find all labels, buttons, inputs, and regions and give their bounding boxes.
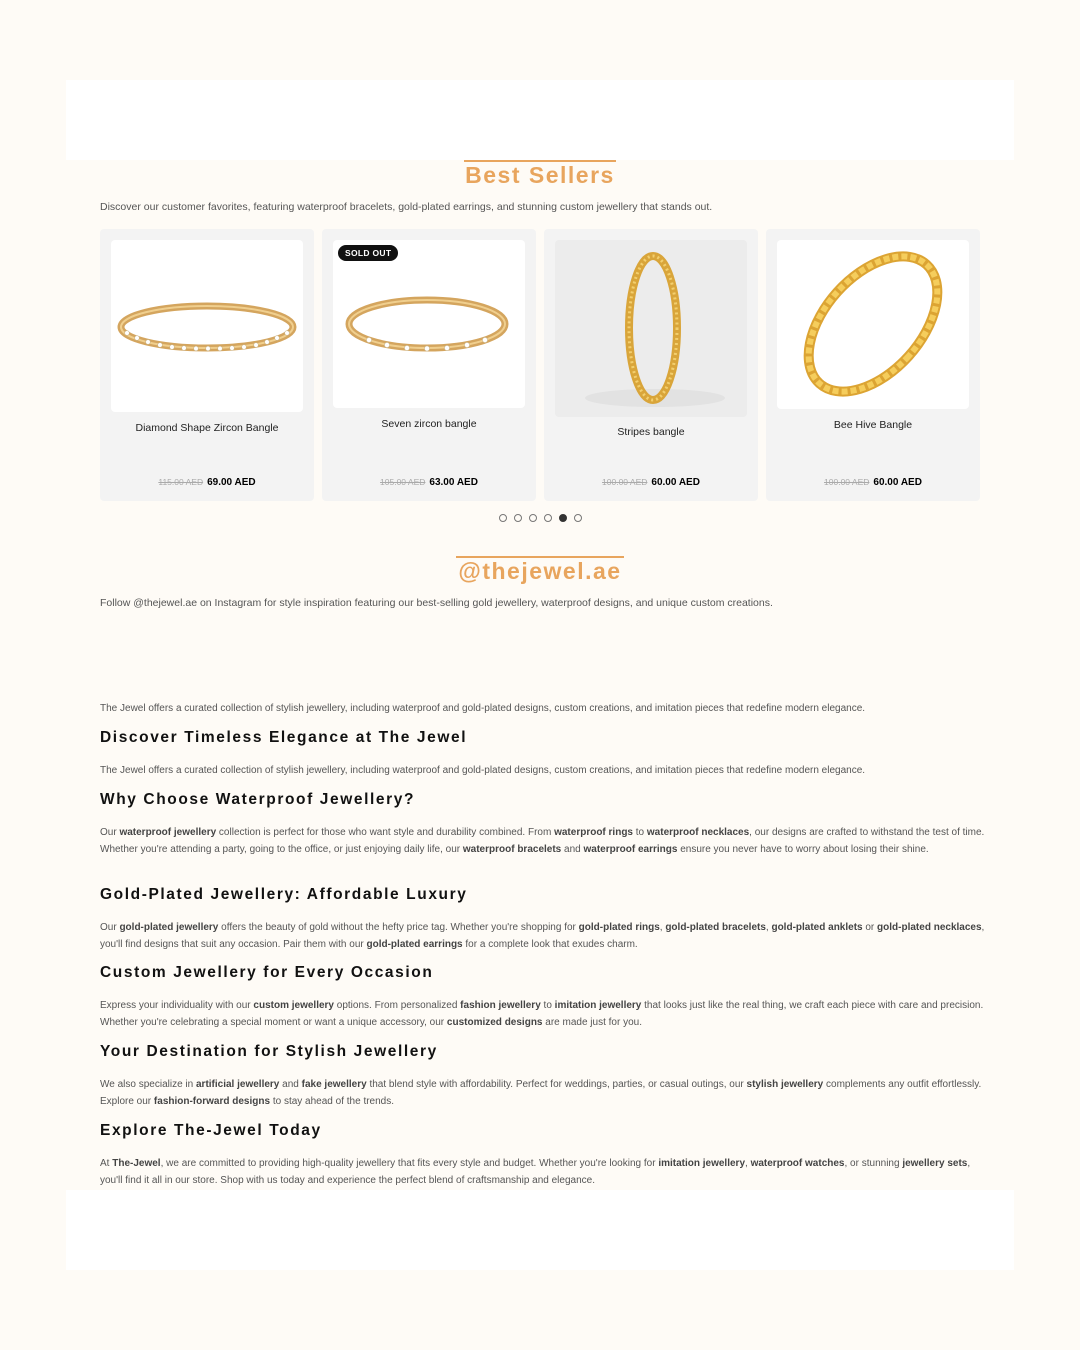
section-paragraph [100, 1076, 985, 1110]
carousel-dot[interactable] [499, 514, 507, 522]
paragraph-text: collection is perfect for those who want style and durability combined. From [216, 827, 555, 838]
keyword-text: waterproof earrings [583, 844, 678, 855]
old-price: 115.00 AED [158, 477, 204, 487]
section-heading: Discover Timeless Elegance at The Jewel [100, 729, 468, 746]
section-heading: Your Destination for Stylish Jewellery [100, 1043, 438, 1060]
section-paragraph [100, 919, 985, 953]
keyword-text: fashion-forward designs [153, 1096, 271, 1107]
sale-price: 69.00 AED [207, 477, 256, 488]
keyword-text: stylish jewellery [746, 1079, 824, 1090]
paragraph-text: options. From personalized [334, 1000, 461, 1011]
paragraph-text: , you'll find designs that suit any occasion. Pair them with our [100, 922, 985, 950]
product-name[interactable]: Stripes bangle [617, 426, 685, 438]
keyword-text: gold-plated rings [578, 922, 660, 933]
bangle-icon [555, 240, 747, 417]
section-paragraph [100, 1155, 985, 1189]
product-price [322, 477, 536, 488]
keyword-text: waterproof bracelets [462, 844, 562, 855]
product-price [766, 477, 980, 488]
paragraph-text: Our [100, 922, 120, 933]
keyword-text: The-Jewel [112, 1158, 161, 1169]
keyword-text: artificial jewellery [195, 1079, 280, 1090]
bangle-icon [333, 240, 525, 408]
carousel-pagination [0, 514, 1080, 522]
section-paragraph [100, 762, 985, 779]
paragraph-text: or [862, 922, 878, 933]
product-image[interactable] [555, 240, 747, 417]
old-price: 100.00 AED [602, 477, 648, 487]
paragraph-text: Our [100, 827, 120, 838]
best-sellers-title: Best Sellers [465, 162, 615, 188]
section-heading: Gold-Plated Jewellery: Affordable Luxury [100, 886, 468, 903]
paragraph-text: , [745, 1158, 751, 1169]
paragraph-text: are made just for you. [542, 1017, 642, 1028]
paragraph-text: The Jewel offers a curated collection of stylish jewellery, including waterproof and gold-plated designs, custom creations, and imitation pieces that redefine modern elegance. [100, 765, 866, 776]
section-heading: Why Choose Waterproof Jewellery? [100, 791, 416, 808]
bangle-icon [777, 240, 969, 409]
paragraph-text: offers the beauty of gold without the hefty price tag. Whether you're shopping for [218, 922, 579, 933]
product-name[interactable]: Diamond Shape Zircon Bangle [135, 422, 279, 434]
product-card[interactable] [544, 229, 758, 501]
paragraph-text: ensure you never have to worry about losing their shine. [677, 844, 929, 855]
product-price [100, 477, 314, 488]
paragraph-text: for a complete look that exudes charm. [462, 939, 638, 950]
paragraph-text: that blend style with affordability. Perfect for weddings, parties, or casual outings, our [366, 1079, 747, 1090]
keyword-text: waterproof rings [554, 827, 633, 838]
product-carousel [100, 229, 981, 501]
keyword-text: jewellery sets [902, 1158, 968, 1169]
product-name[interactable]: Bee Hive Bangle [833, 419, 913, 431]
keyword-text: fashion jewellery [460, 1000, 541, 1011]
keyword-text: gold-plated earrings [366, 939, 463, 950]
sale-price: 63.00 AED [429, 477, 478, 488]
carousel-dot[interactable] [544, 514, 552, 522]
carousel-dot[interactable] [574, 514, 582, 522]
sale-price: 60.00 AED [651, 477, 700, 488]
carousel-dot[interactable] [529, 514, 537, 522]
keyword-text: gold-plated bracelets [665, 922, 766, 933]
old-price: 105.00 AED [380, 477, 426, 487]
keyword-text: custom jewellery [253, 1000, 334, 1011]
paragraph-text: , you'll find it all in our store. Shop with us today and experience the perfect blend of craftsmanship and elegance. [100, 1158, 971, 1186]
paragraph-text: We also specialize in [100, 1079, 196, 1090]
paragraph-text: At [100, 1158, 113, 1169]
paragraph-text: , or stunning [844, 1158, 903, 1169]
best-sellers-subtitle: Discover our customer favorites, featuring waterproof bracelets, gold-plated earrings, and stunning custom jewellery that stands out. [100, 201, 713, 213]
product-image[interactable] [333, 240, 525, 408]
keyword-text: waterproof necklaces [646, 827, 750, 838]
carousel-dot[interactable] [514, 514, 522, 522]
keyword-text: customized designs [446, 1017, 543, 1028]
section-paragraph [100, 997, 985, 1031]
section-paragraph [100, 824, 985, 858]
keyword-text: gold-plated anklets [771, 922, 863, 933]
paragraph-text: and [279, 1079, 302, 1090]
sold-out-badge: SOLD OUT [338, 245, 398, 261]
product-card[interactable] [766, 229, 980, 501]
product-image[interactable] [777, 240, 969, 409]
keyword-text: imitation jewellery [554, 1000, 642, 1011]
paragraph-text: to stay ahead of the trends. [270, 1096, 395, 1107]
paragraph-text: , [765, 922, 772, 933]
keyword-text: imitation jewellery [658, 1158, 746, 1169]
keyword-text: gold-plated jewellery [119, 922, 219, 933]
product-name[interactable]: Seven zircon bangle [381, 418, 477, 430]
paragraph-text: that looks just like the real thing, we craft each piece with care and precision. Whether you're celebrating a special moment or want a unique accessory, our [100, 1000, 984, 1028]
carousel-dot-active[interactable] [559, 514, 567, 522]
sale-price: 60.00 AED [873, 477, 922, 488]
bangle-icon [111, 240, 303, 412]
paragraph-text: to [633, 827, 647, 838]
paragraph-text: , [659, 922, 666, 933]
about-intro: The Jewel offers a curated collection of stylish jewellery, including waterproof and gold-plated designs, custom creations, and imitation pieces that redefine modern elegance. [100, 703, 866, 714]
product-price [544, 477, 758, 488]
keyword-text: gold-plated necklaces [877, 922, 982, 933]
keyword-text: waterproof watches [750, 1158, 845, 1169]
product-card[interactable] [322, 229, 536, 501]
paragraph-text: , we are committed to providing high-quality jewellery that fits every style and budget. Whether you're looking for [160, 1158, 659, 1169]
paragraph-text: , our designs are crafted to withstand the test of time. Whether you're attending a party, going to the office, or just enjoying daily life, our [100, 827, 985, 855]
paragraph-text: and [561, 844, 584, 855]
paragraph-text: complements any outfit effortlessly. Explore our [100, 1079, 982, 1107]
paragraph-text: to [540, 1000, 555, 1011]
paragraph-text: Express your individuality with our [100, 1000, 254, 1011]
old-price: 100.00 AED [824, 477, 870, 487]
instagram-title[interactable]: @thejewel.ae [458, 558, 622, 584]
product-card[interactable] [100, 229, 314, 501]
keyword-text: fake jewellery [301, 1079, 367, 1090]
section-heading: Custom Jewellery for Every Occasion [100, 964, 434, 981]
instagram-subtitle: Follow @thejewel.ae on Instagram for style inspiration featuring our best-selling gold jewellery, waterproof designs, and unique custom creations. [100, 597, 773, 609]
keyword-text: waterproof jewellery [119, 827, 217, 838]
product-image[interactable] [111, 240, 303, 412]
section-heading: Explore The-Jewel Today [100, 1122, 322, 1139]
